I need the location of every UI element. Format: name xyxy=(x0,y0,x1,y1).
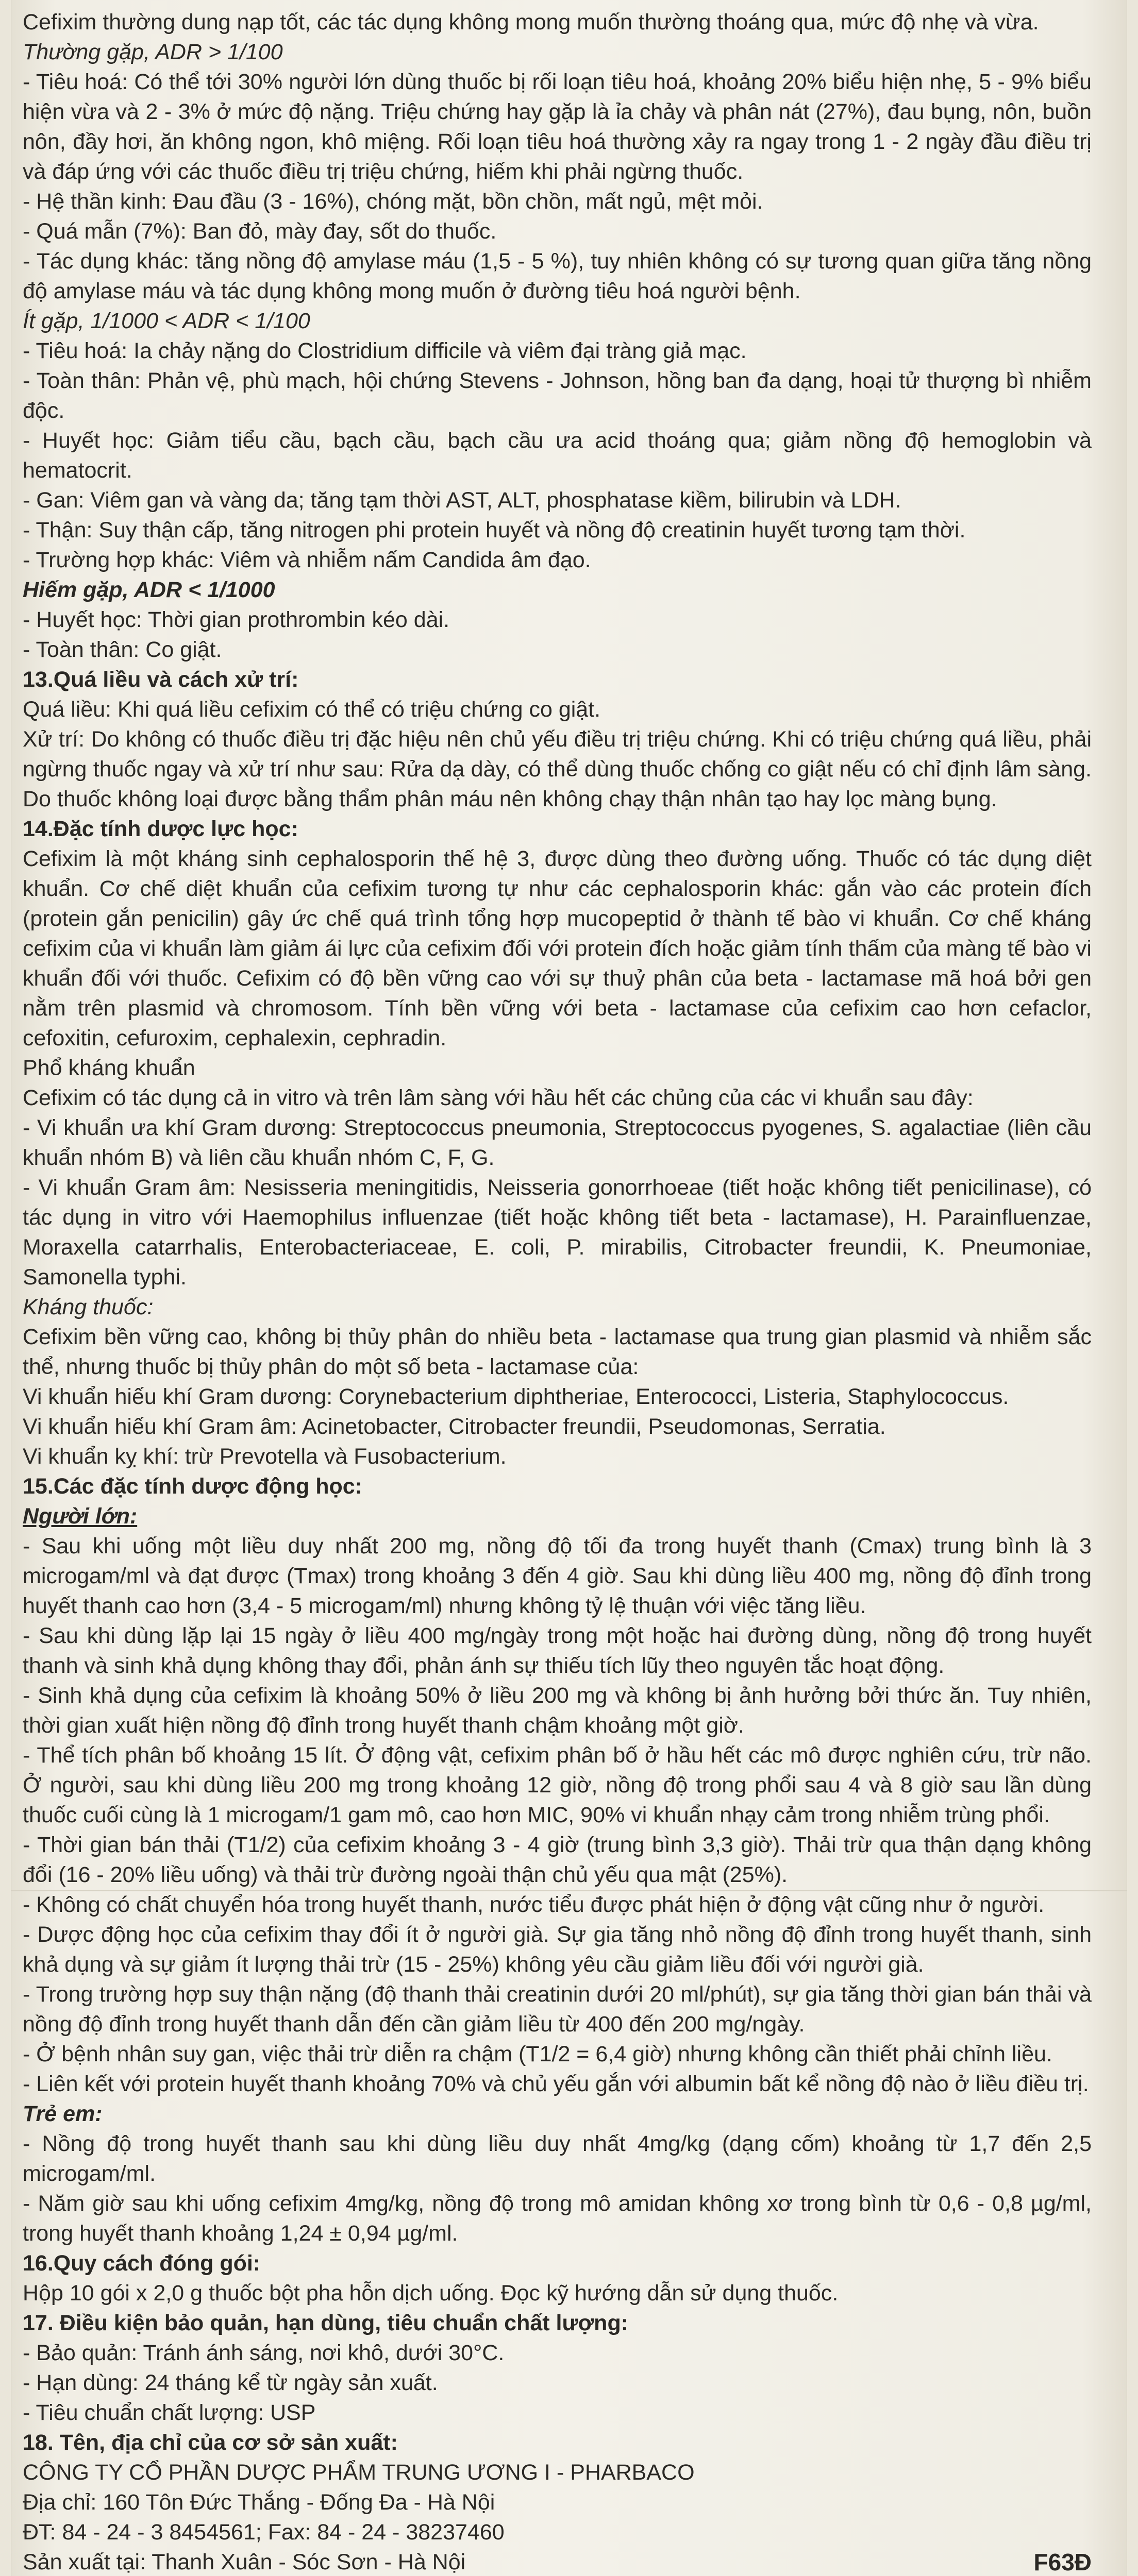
para-gram-negative: - Vi khuẩn Gram âm: Nesisseria meningitidis, Neisseria gonorrhoeae (tiết hoặc không tiết penicilinase), có tác dụng in vitro với Haemophilus influenzae (tiết hoặc không tiết beta - lactamase), H. Parainfluenzae, Moraxella catarrhalis, Enterobacteriaceae, E. coli, P. mirabilis, Citrobacter freundii, K. Pneumoniae, Samonella typhi. xyxy=(23,1175,1092,1290)
para-packaging: Hộp 10 gói x 2,0 g thuốc bột pha hỗn dịch uống. Đọc kỹ hướng dẫn sử dụng thuốc. xyxy=(23,2281,839,2306)
para-resistant-gram-positive: Vi khuẩn hiếu khí Gram dương: Corynebacterium diphtheriae, Enterococci, Listeria, Staphylococcus. xyxy=(23,1384,1009,1409)
para-other-cases: - Trường hợp khác: Viêm và nhiễm nấm Candida âm đạo. xyxy=(23,548,591,572)
section-15-title: 15.Các đặc tính dược động học: xyxy=(23,1474,363,1499)
para-children-tonsil: - Năm giờ sau khi uống cefixim 4mg/kg, nồng độ trong mô amidan không xơ trong bình từ 0,6 - 0,8 µg/ml, trong huyết thanh khoảng 1,24 ± 0,94 µg/ml. xyxy=(23,2191,1092,2246)
para-resistant-gram-negative: Vi khuẩn hiếu khí Gram âm: Acinetobacter, Citrobacter freundii, Pseudomonas, Serratia. xyxy=(23,1414,886,1439)
subheading-adults: Người lớn: xyxy=(23,1504,138,1529)
print-code: F63Đ xyxy=(1033,2549,1092,2575)
subheading-common: Thường gặp, ADR > 1/100 xyxy=(23,40,283,64)
para-nervous: - Hệ thần kinh: Đau đầu (3 - 16%), chóng mặt, bồn chồn, mất ngủ, mệt mỏi. xyxy=(23,189,763,214)
para-gi-common: - Tiêu hoá: Có thể tới 30% người lớn dùng thuốc bị rối loạn tiêu hoá, khoảng 20% biểu hiện nhẹ, 5 - 9% biểu hiện vừa và 2 - 3% ở mức độ nặng. Triệu chứng hay gặp là ỉa chảy và phân nát (27%), đau bụng, nôn, buồn nôn, đầy hơi, ăn không ngon, khô miệng. Rối loạn tiêu hoá thường xảy ra ngay trong 1 - 2 ngày đầu điều trị và đáp ứng với các thuốc điều trị triệu chứng, hiếm khi phải ngừng thuốc. xyxy=(23,70,1092,184)
intro-paragraph: Cefixim thường dung nạp tốt, các tác dụng không mong muốn thường thoáng qua, mức độ nhẹ và vừa. xyxy=(23,10,1039,35)
manufacture-location-text: Sản xuất tại: Thanh Xuân - Sóc Sơn - Hà Nội xyxy=(23,2550,466,2574)
para-systemic: - Toàn thân: Phản vệ, phù mạch, hội chứng Stevens - Johnson, hồng ban đa dạng, hoại tử thượng bì nhiễm độc. xyxy=(23,368,1092,423)
para-overdose: Quá liều: Khi quá liều cefixim có thể có triệu chứng co giật. xyxy=(23,697,601,722)
para-resistance: Cefixim bền vững cao, không bị thủy phân do nhiều beta - lactamase qua trung gian plasmid và nhiễm sắc thể, nhưng thuốc bị thủy phân do một số beta - lactamase của: xyxy=(23,1325,1092,1379)
company-address: Địa chỉ: 160 Tôn Đức Thắng - Đống Đa - Hà Nội xyxy=(23,2490,495,2515)
para-pharmacodynamics: Cefixim là một kháng sinh cephalosporin thế hệ 3, được dùng theo đường uống. Thuốc có tác dụng diệt khuẩn. Cơ chế diệt khuẩn của cefixim tương tự như các cephalosporin khác: gắn vào các protein đích (protein gắn penicilin) gây ức chế quá trình tổng hợp mucopeptid ở thành tế bào vi khuẩn. Cơ chế kháng cefixim của vi khuẩn làm giảm ái lực của cefixim đối với protein đích hoặc giảm tính thấm của màng tế bào vi khuẩn đối với thuốc. Cefixim có độ bền vững cao với sự thuỷ phân của beta - lactamase mã hoá bởi gen nằm trên plasmid và chromosom. Tính bền vững với beta - lactamase của cefixim cao hơn cefaclor, cefoxitin, cefuroxim, cephalexin, cephradin. xyxy=(23,846,1092,1050)
subheading-resistance: Kháng thuốc: xyxy=(23,1295,154,1319)
para-half-life: - Thời gian bán thải (T1/2) của cefixim khoảng 3 - 4 giờ (trung bình 3,3 giờ). Thải trừ qua thận dạng không đổi (16 - 20% liều uống) và thải trừ đường ngoài thận chủ yếu qua mật (25%). xyxy=(23,1833,1092,1887)
section-18-title: 18. Tên, địa chỉ của cơ sở sản xuất: xyxy=(23,2430,398,2455)
para-shelf-life: - Hạn dùng: 24 tháng kể từ ngày sản xuất. xyxy=(23,2370,438,2395)
section-13-title: 13.Quá liều và cách xử trí: xyxy=(23,667,299,692)
para-bioavailability: - Sinh khả dụng của cefixim là khoảng 50% ở liều 200 mg và không bị ảnh hưởng bởi thức ăn. Tuy nhiên, thời gian xuất hiện nồng độ đỉnh trong huyết thanh chậm khoảng một giờ. xyxy=(23,1683,1092,1738)
para-children-serum: - Nồng độ trong huyết thanh sau khi dùng liều duy nhất 4mg/kg (dạng cốm) khoảng từ 1,7 đến 2,5 microgam/ml. xyxy=(23,2131,1092,2186)
para-single-dose: - Sau khi uống một liều duy nhất 200 mg, nồng độ tối đa trong huyết thanh (Cmax) trung bình là 3 microgam/ml và đạt được (Tmax) trong khoảng 3 đến 4 giờ. Sau khi dùng liều 400 mg, nồng độ đỉnh trong huyết thanh cao hơn (3,4 - 5 microgam/ml) nhưng không tỷ lệ thuận với việc tăng liều. xyxy=(23,1534,1092,1618)
para-hypersensitivity: - Quá mẫn (7%): Ban đỏ, mày đay, sốt do thuốc. xyxy=(23,219,497,244)
para-other-effects: - Tác dụng khác: tăng nồng độ amylase máu (1,5 - 5 %), tuy nhiên không có sự tương quan giữa tăng nồng độ amylase máu và tác dụng không mong muốn ở đường tiêu hoá người bệnh. xyxy=(23,249,1092,303)
para-protein-binding: - Liên kết với protein huyết thanh khoảng 70% và chủ yếu gắn với albumin bất kể nồng độ nào ở liều điều trị. xyxy=(23,2072,1089,2096)
para-elderly: - Dược động học của cefixim thay đổi ít ở người già. Sự gia tăng nhỏ nồng độ đỉnh trong huyết thanh, sinh khả dụng và sự giảm ít lượng thải trừ (15 - 25%) không yêu cầu giảm liều đối với người già. xyxy=(23,1922,1092,1977)
subheading-spectrum: Phổ kháng khuẩn xyxy=(23,1056,195,1080)
para-liver: - Gan: Viêm gan và vàng da; tăng tạm thời AST, ALT, phosphatase kiềm, bilirubin và LDH. xyxy=(23,488,901,513)
para-gi-uncommon: - Tiêu hoá: Ia chảy nặng do Clostridium difficile và viêm đại tràng giả mạc. xyxy=(23,338,747,363)
subheading-uncommon: Ít gặp, 1/1000 < ADR < 1/100 xyxy=(23,309,310,333)
para-resistant-anaerobes: Vi khuẩn kỵ khí: trừ Prevotella và Fusobacterium. xyxy=(23,1444,507,1469)
para-distribution: - Thể tích phân bố khoảng 15 lít. Ở động vật, cefixim phân bố ở hầu hết các mô được nghiên cứu, trừ não. Ở người, sau khi dùng liều 200 mg trong khoảng 12 giờ, nồng độ trong phổi sau 4 và 8 giờ sau lần dùng thuốc cuối cùng là 1 microgam/1 gam mô, cao hơn MIC, 90% vi khuẩn nhạy cảm trong nhiễm trùng phổi. xyxy=(23,1743,1092,1827)
para-treatment: Xử trí: Do không có thuốc điều trị đặc hiệu nên chủ yếu điều trị triệu chứng. Khi có triệu chứng quá liều, phải ngừng thuốc ngay và xử trí như sau: Rửa dạ dày, có thể dùng thuốc chống co giật nếu có chỉ định lâm sàng. Do thuốc không loại được bằng thẩm phân máu nên không chạy thận nhân tạo hay lọc màng bụng. xyxy=(23,727,1092,811)
para-metabolites: - Không có chất chuyển hóa trong huyết thanh, nước tiểu được phát hiện ở động vật cũng như ở người. xyxy=(23,1892,1045,1917)
section-16-title: 16.Quy cách đóng gói: xyxy=(23,2251,261,2276)
manufacture-location xyxy=(23,2547,1092,2576)
para-kidney: - Thận: Suy thận cấp, tăng nitrogen phi protein huyết và nồng độ creatinin huyết tương tạm thời. xyxy=(23,518,966,543)
para-repeat-dose: - Sau khi dùng lặp lại 15 ngày ở liều 400 mg/ngày trong một hoặc hai đường dùng, nồng độ trong huyết thanh và sinh khả dụng không thay đổi, phản ánh sự thiếu tích lũy theo nguyên tắc hoạt động. xyxy=(23,1623,1092,1678)
para-renal: - Trong trường hợp suy thận nặng (độ thanh thải creatinin dưới 20 ml/phút), sự gia tăng thời gian bán thải và nồng độ đỉnh trong huyết thanh dẫn đến cần giảm liều từ 400 đến 200 mg/ngày. xyxy=(23,1982,1092,2037)
para-hematology-rare: - Huyết học: Thời gian prothrombin kéo dài. xyxy=(23,607,450,632)
para-gram-positive: - Vi khuẩn ưa khí Gram dương: Streptococcus pneumonia, Streptococcus pyogenes, S. agalactiae (liên cầu khuẩn nhóm B) và liên cầu khuẩn nhóm C, F, G. xyxy=(23,1115,1092,1170)
subheading-rare: Hiếm gặp, ADR < 1/1000 xyxy=(23,578,275,602)
company-name: CÔNG TY CỔ PHẦN DƯỢC PHẨM TRUNG ƯƠNG I - PHARBACO xyxy=(23,2460,695,2485)
section-14-title: 14.Đặc tính dược lực học: xyxy=(23,817,298,841)
para-standard: - Tiêu chuẩn chất lượng: USP xyxy=(23,2400,316,2425)
leaflet-text xyxy=(23,7,1092,2576)
company-phone: ĐT: 84 - 24 - 3 8454561; Fax: 84 - 24 - 38237460 xyxy=(23,2520,505,2545)
para-systemic-rare: - Toàn thân: Co giật. xyxy=(23,637,222,662)
para-hematology: - Huyết học: Giảm tiểu cầu, bạch cầu, bạch cầu ưa acid thoáng qua; giảm nồng độ hemoglobin và hematocrit. xyxy=(23,428,1092,483)
subheading-children: Trẻ em: xyxy=(23,2102,103,2126)
para-hepatic: - Ở bệnh nhân suy gan, việc thải trừ diễn ra chậm (T1/2 = 6,4 giờ) nhưng không cần thiết phải chỉnh liều. xyxy=(23,2042,1052,2066)
para-storage: - Bảo quản: Tránh ánh sáng, nơi khô, dưới 30°C. xyxy=(23,2341,505,2365)
para-spectrum-intro: Cefixim có tác dụng cả in vitro và trên lâm sàng với hầu hết các chủng của các vi khuẩn sau đây: xyxy=(23,1086,974,1110)
section-17-title: 17. Điều kiện bảo quản, hạn dùng, tiêu chuẩn chất lượng: xyxy=(23,2311,629,2335)
